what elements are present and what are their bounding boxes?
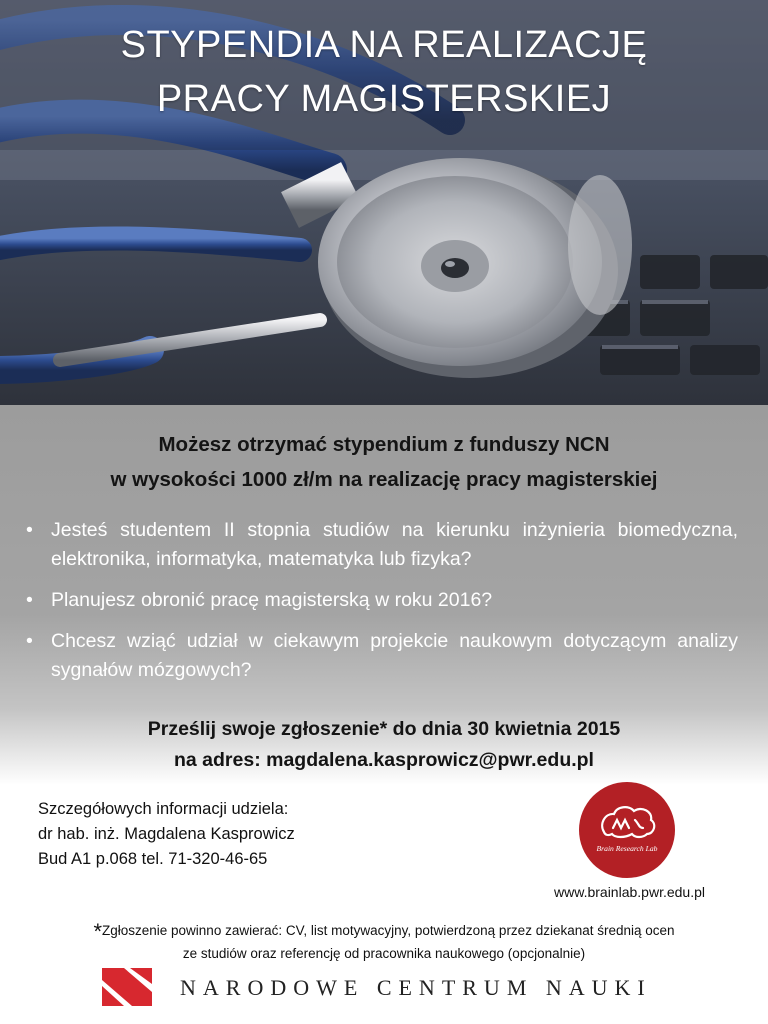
bullet-marker: • [26,630,33,652]
cta-line-2[interactable]: na adres: magdalena.kasprowicz@pwr.edu.pl [174,749,594,771]
lab-logo-text: Brain Research Lab [596,844,658,853]
logo-circle [579,782,675,878]
cta-line-1: Prześlij swoje zgłoszenie* do dnia 30 kwietnia 2015 [147,718,621,740]
footnote-line-1 [0,920,768,943]
list-item [26,627,738,685]
contact-line-1: Szczegółowych informacji udziela: [38,800,289,818]
footnote-star: * [93,919,102,944]
intro-line-2: w wysokości 1000 zł/m na realizację pracy magisterskiej [110,468,658,491]
contact-line-3: Bud A1 p.068 tel. 71-320-46-65 [38,850,268,868]
page-title [0,18,768,126]
call-to-action [0,714,768,776]
list-item-text: Jesteś studentem II stopnia studiów na kierunku inżynieria biomedyczna, elektronika, informatyka, matematyka lub fizyka? [51,519,738,570]
website-link[interactable]: www.brainlab.pwr.edu.pl [554,884,705,900]
brain-research-lab-logo [577,780,677,880]
contact-line-2: dr hab. inż. Magdalena Kasprowicz [38,825,295,843]
eligibility-list [26,516,738,697]
intro-line-1: Możesz otrzymać stypendium z funduszy NCN [158,433,610,456]
title-line-1: STYPENDIA NA REALIZACJĘ [120,24,648,66]
bullet-marker: • [26,519,33,541]
bullet-marker: • [26,589,33,611]
list-item-text: Planujesz obronić pracę magisterską w roku 2016? [51,589,493,611]
footnote-line-2: ze studiów oraz referencję od pracownika naukowego (opcjonalnie) [182,946,586,961]
hero-image [0,0,768,405]
ncn-logo-icon [102,968,152,1006]
list-item-text: Chcesz wziąć udział w ciekawym projekcie naukowym dotyczącym analizy sygnałów mózgowych? [51,630,738,681]
list-item [26,586,738,615]
org-name: NARODOWE CENTRUM NAUKI [180,975,652,1000]
title-line-2: PRACY MAGISTERSKIEJ [156,78,612,120]
list-item [26,516,738,574]
contact-info [38,797,295,872]
footnote [0,920,768,965]
intro-heading [0,427,768,497]
footnote-text-1: Zgłoszenie powinno zawierać: CV, list motywacyjny, potwierdzoną przez dziekanat średnią ocen [102,923,675,938]
